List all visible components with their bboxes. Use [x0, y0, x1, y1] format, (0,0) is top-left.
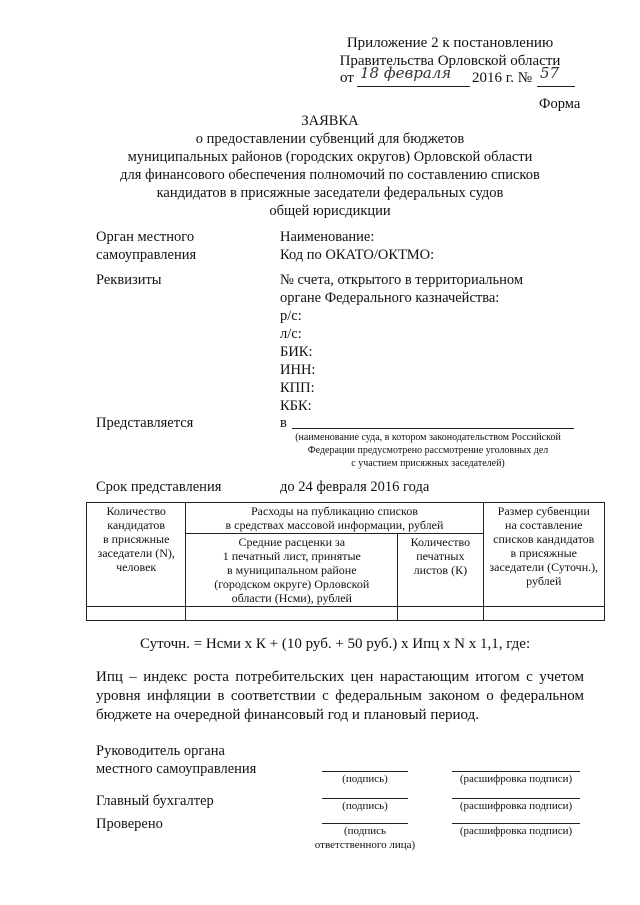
- title-line: муниципальных районов (городских округов) Орловской области: [127, 149, 533, 165]
- date-prefix: от: [340, 70, 354, 86]
- requisites-label: Реквизиты: [96, 272, 162, 288]
- annex-line-2: Правительства Орловской области: [339, 53, 561, 69]
- title-line: кандидатов в присяжные заседатели федеральных судов: [156, 185, 504, 201]
- title-line: о предоставлении субвенций для бюджетов: [195, 131, 465, 147]
- annex-line-1: Приложение 2 к постановлению: [346, 35, 554, 51]
- date-suffix: 2016 г. №: [472, 70, 533, 86]
- handwritten-number: 57: [540, 64, 560, 82]
- bik-field: БИК:: [280, 344, 313, 360]
- deadline-label: Срок представления: [96, 479, 222, 495]
- inn-field: ИНН:: [280, 362, 316, 378]
- header-candidates: Количество кандидатов в присяжные заседатели (N), человек: [87, 503, 186, 607]
- table-cell: [186, 607, 398, 621]
- resp-signature-caption: (подпись: [343, 825, 386, 837]
- name-field: Наименование:: [280, 229, 375, 245]
- doc-title: ЗАЯВКА: [301, 113, 359, 129]
- decode-caption: (расшифровка подписи): [459, 825, 573, 837]
- date-underline: [357, 86, 470, 87]
- decode-caption: (расшифровка подписи): [459, 800, 573, 812]
- deadline-value: до 24 февраля 2016 года: [280, 479, 430, 495]
- court-caption: с участием присяжных заседателей): [351, 458, 505, 469]
- header-sheet-count: Количество печатных листов (К): [398, 534, 483, 607]
- header-average-rates: Средние расценки за 1 печатный лист, принятые в муниципальном районе (городском округе) Орловской области (Нсми), рублей: [186, 534, 398, 607]
- signature-caption: (подпись): [342, 773, 388, 785]
- accountant-decode-line: [452, 798, 580, 799]
- submitted-label: Представляется: [96, 415, 194, 431]
- signature-caption: (подпись): [342, 800, 388, 812]
- header-publication-costs: Расходы на публикацию списков в средствах массовой информации, рублей: [186, 503, 483, 534]
- kbk-field: КБК:: [280, 398, 312, 414]
- handwritten-date: 18 февраля: [360, 64, 452, 82]
- court-caption: (наименование суда, в котором законодательством Российской: [295, 432, 561, 443]
- checked-label: Проверено: [96, 816, 163, 832]
- form-label: Форма: [539, 96, 581, 112]
- ls-field: л/с:: [280, 326, 302, 342]
- account-text: органе Федерального казначейства:: [280, 290, 500, 306]
- court-caption: Федерации предусмотрено рассмотрение уголовных дел: [307, 445, 549, 456]
- okato-field: Код по ОКАТО/ОКТМО:: [280, 247, 435, 263]
- resp-signature-caption: ответственного лица): [314, 839, 416, 851]
- formula: Суточн. = Нсми х К + (10 руб. + 50 руб.) х Ипц х N х 1,1, где:: [140, 636, 531, 652]
- head-decode-line: [452, 771, 580, 772]
- kpp-field: КПП:: [280, 380, 315, 396]
- head-signature-line: [322, 771, 408, 772]
- accountant-label: Главный бухгалтер: [96, 793, 214, 809]
- header-subvention: Размер субвенции на составление списков кандидатов в присяжные заседатели (Суточн.), рублей: [483, 503, 604, 607]
- table-cell: [87, 607, 186, 621]
- checked-decode-line: [452, 823, 580, 824]
- title-line: общей юрисдикции: [269, 203, 391, 219]
- account-text: № счета, открытого в территориальном: [280, 272, 524, 288]
- organ-label: самоуправления: [96, 247, 197, 263]
- rs-field: р/с:: [280, 308, 302, 324]
- submitted-prefix: в: [280, 415, 287, 431]
- subvention-table: [86, 502, 605, 621]
- inflation-index-note: Ипц – индекс роста потребительских цен нарастающим итогом с учетом уровня инфляции в соответствии с федеральным законом о федеральном бюджете на очередной финансовый год и плановый период.: [96, 669, 584, 723]
- table-cell: [483, 607, 604, 621]
- head-label: местного самоуправления: [96, 761, 257, 777]
- number-underline: [537, 86, 575, 87]
- table-cell: [398, 607, 483, 621]
- accountant-signature-line: [322, 798, 408, 799]
- decode-caption: (расшифровка подписи): [459, 773, 573, 785]
- checked-signature-line: [322, 823, 408, 824]
- title-line: для финансового обеспечения полномочий по составлению списков: [120, 167, 540, 183]
- head-label: Руководитель органа: [96, 743, 225, 759]
- organ-label: Орган местного: [96, 229, 195, 245]
- court-name-line: [292, 428, 574, 429]
